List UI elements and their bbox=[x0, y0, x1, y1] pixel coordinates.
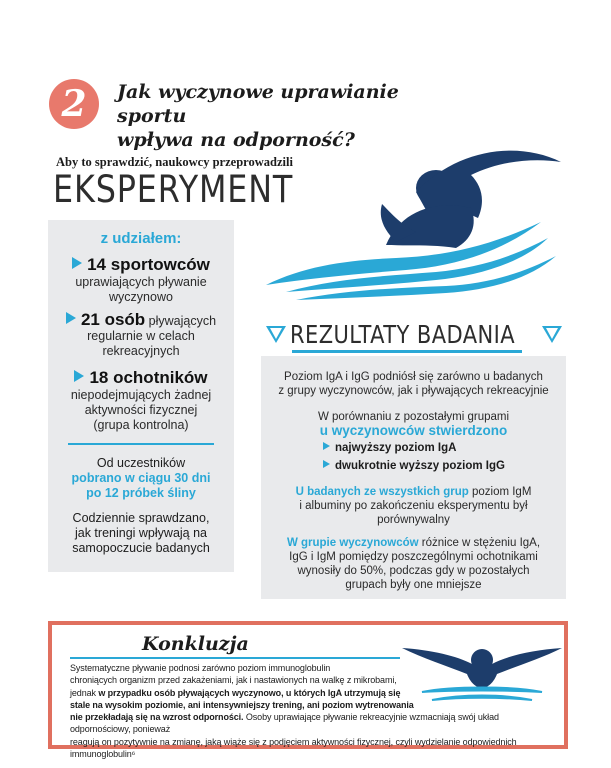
conclusion-line-5 bbox=[70, 711, 558, 736]
sampling-bold-2: po 12 próbek śliny bbox=[86, 486, 196, 500]
result-bullet-2-text: dwukrotnie wyższy poziom IgG bbox=[335, 460, 505, 472]
results-p1 bbox=[261, 370, 566, 398]
daily-line-2: jak treningi wpływają na bbox=[74, 526, 207, 540]
results-p4-line-4: grupach były one mniejsze bbox=[345, 579, 482, 591]
results-title: REZULTATY BADANIA bbox=[290, 320, 516, 349]
results-p2 bbox=[261, 410, 566, 438]
results-underline bbox=[292, 350, 522, 353]
results-heading bbox=[262, 318, 567, 352]
question-line-2: wpływa na odporność? bbox=[117, 129, 355, 151]
triangle-left-icon bbox=[266, 326, 286, 343]
group-recreational-count: 21 osób bbox=[80, 310, 146, 329]
result-bullet-1 bbox=[323, 442, 456, 454]
sampling-line-1: Od uczestników bbox=[96, 456, 186, 470]
intro-lead: Aby to sprawdzić, naukowcy przeprowadzili bbox=[56, 155, 293, 169]
results-p4-bold: W grupie wyczynowców bbox=[286, 537, 419, 549]
conclusion-line-4: stale na wysokim poziomie, ani intensywniejszy trening, ani poziom wytrenowania bbox=[70, 699, 414, 710]
results-p4-line-3: wynosiły do 50%, podczas gdy w pozostałych bbox=[297, 565, 530, 577]
participants-header: z udziałem: bbox=[100, 230, 182, 247]
group-recreational bbox=[48, 312, 234, 359]
group-control-count: 18 ochotników bbox=[89, 368, 208, 387]
sampling-info bbox=[48, 456, 234, 501]
group-recreational-inline: pływających bbox=[148, 314, 217, 328]
conclusion-line-5a: Osoby uprawiające pływanie rekreacyjnie wzmacniają swój układ odpornościowy, ponieważ bbox=[70, 712, 499, 735]
participants-panel bbox=[48, 220, 234, 572]
group-athletes-desc-2: wyczynowo bbox=[109, 290, 173, 304]
divider bbox=[68, 443, 214, 445]
triangle-bullet-icon bbox=[323, 442, 330, 450]
conclusion-box bbox=[48, 621, 568, 760]
results-p3-bold: U badanych ze wszystkich grup bbox=[295, 486, 469, 498]
results-p3-line-3: porównywalny bbox=[377, 514, 450, 526]
daily-check-info bbox=[48, 511, 234, 556]
daily-line-1: Codziennie sprawdzano, bbox=[72, 511, 210, 525]
conclusion-line-2: chroniących organizm przed zakażeniami, jak i nastawionych na walkę z mikrobami, bbox=[70, 675, 397, 686]
group-control bbox=[48, 368, 234, 433]
conclusion-line-3 bbox=[70, 687, 558, 699]
daily-line-3: samopoczucie badanych bbox=[72, 541, 210, 555]
results-p4-rest: różnice w stężeniu IgA, bbox=[421, 537, 541, 549]
conclusion-line-6: reagują on pozytywnie na zmianę, jaką wiąże się z podjęciem aktywności fizycznej, czyli wydzielanie odpowiednich immunoglobulin⁶ bbox=[70, 736, 517, 760]
result-bullet-2 bbox=[323, 460, 505, 472]
triangle-bullet-icon bbox=[66, 312, 76, 324]
triangle-right-icon bbox=[542, 326, 562, 343]
results-p2-bold: u wyczynowców stwierdzono bbox=[319, 423, 508, 438]
results-p4-line-2: IgG i IgM pomiędzy poszczególnymi ochotnikami bbox=[289, 551, 538, 563]
conclusion-line-1: Systematyczne pływanie podnosi zarówno poziom immunoglobulin bbox=[70, 663, 331, 673]
group-control-desc-1: niepodejmujących żadnej bbox=[70, 388, 212, 402]
sampling-bold-1: pobrano w ciągu 30 dni bbox=[71, 471, 211, 485]
conclusion-line-3b: w przypadku osób pływających wyczynowo, u których IgA utrzymują się bbox=[98, 687, 401, 698]
triangle-bullet-icon bbox=[74, 370, 84, 382]
group-recreational-desc-2: rekreacyjnych bbox=[102, 344, 180, 358]
experiment-title: EKSPERYMENT bbox=[53, 168, 294, 211]
triangle-bullet-icon bbox=[72, 257, 82, 269]
conclusion-text bbox=[70, 662, 558, 760]
group-control-desc-2: aktywności fizycznej bbox=[84, 403, 198, 417]
conclusion-title: Konkluzja bbox=[142, 633, 249, 655]
result-bullet-1-text: najwyższy poziom IgA bbox=[335, 442, 457, 454]
results-p2-line-1: W porównaniu z pozostałymi grupami bbox=[317, 411, 510, 423]
group-athletes-count: 14 sportowców bbox=[87, 255, 210, 274]
conclusion-line-3a: jednak bbox=[70, 687, 96, 698]
section-number-badge: 2 bbox=[49, 79, 99, 129]
group-control-desc-3: (grupa kontrolna) bbox=[93, 418, 189, 432]
group-recreational-desc-1: regularnie w celach bbox=[87, 329, 195, 343]
results-p3-line-2: i albuminy po zakończeniu eksperymentu był bbox=[299, 500, 528, 512]
triangle-bullet-icon bbox=[323, 460, 330, 468]
group-athletes bbox=[48, 255, 234, 305]
results-p1-line-1: Poziom IgA i IgG podniósł się zarówno u badanych bbox=[284, 371, 543, 383]
results-panel bbox=[261, 356, 566, 599]
conclusion-rule bbox=[70, 657, 400, 659]
results-p1-line-2: z grupy wyczynowców, jak i pływających rekreacyjnie bbox=[278, 385, 549, 397]
question-line-1: Jak wyczynowe uprawianie sportu bbox=[117, 81, 399, 127]
results-p3-rest: poziom IgM bbox=[471, 486, 532, 498]
group-athletes-desc-1: uprawiających pływanie bbox=[75, 275, 207, 289]
results-p3 bbox=[261, 485, 566, 527]
conclusion-line-5b: nie przekładają się na wzrost odporności. bbox=[70, 712, 244, 723]
results-p4 bbox=[261, 536, 566, 592]
swimmer-crawl-icon bbox=[266, 140, 571, 300]
